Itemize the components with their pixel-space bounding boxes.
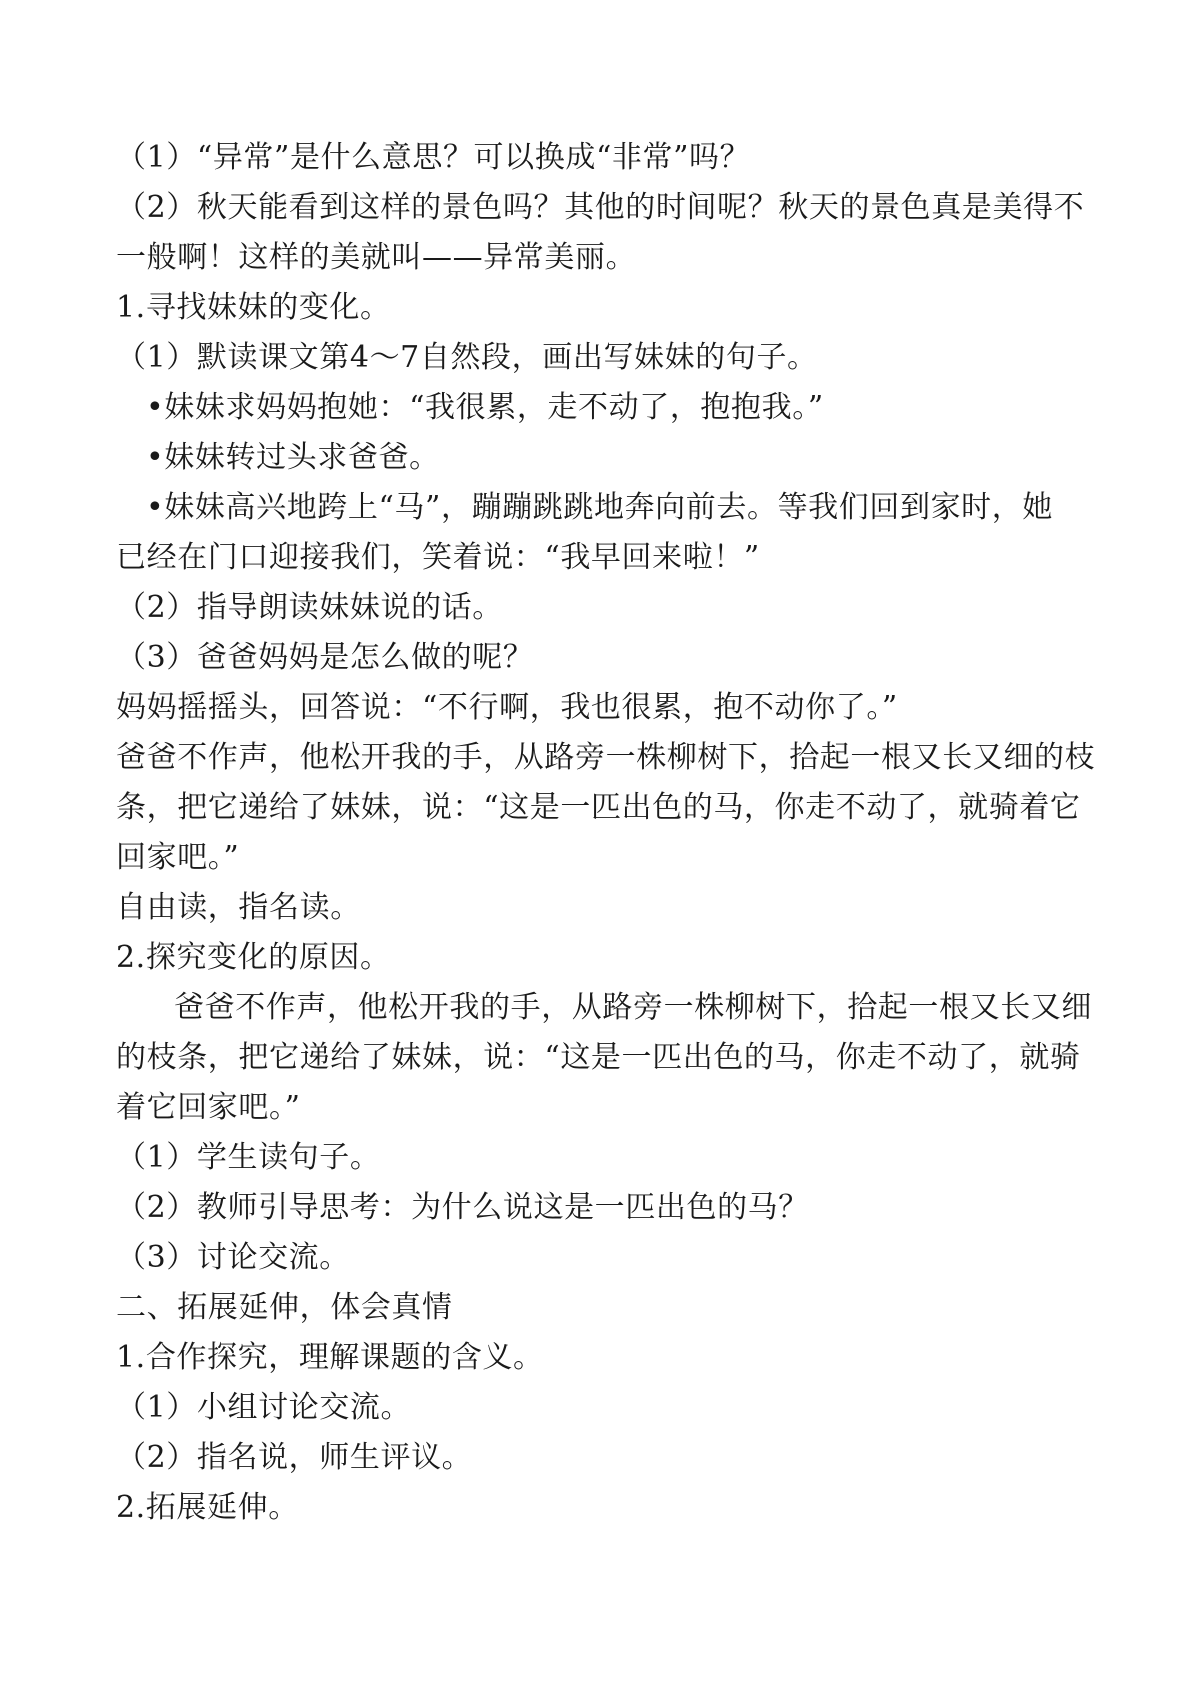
text-line: 回家吧。” [116, 840, 240, 875]
question-line: （2）秋天能看到这样的景色吗？其他的时间呢？秋天的景色真是美得不 [116, 190, 1085, 225]
bullet-item: •妹妹求妈妈抱她：“我很累，走不动了，抱抱我。” [146, 390, 824, 425]
text-line: 爸爸不作声，他松开我的手，从路旁一株柳树下，拾起一根又长又细的枝 [116, 740, 1096, 775]
question-line: （3）讨论交流。 [116, 1240, 350, 1275]
document-body [116, 133, 1096, 1533]
section-heading: 2.探究变化的原因。 [116, 940, 391, 975]
question-line: （1）小组讨论交流。 [116, 1390, 412, 1425]
question-line: （3）爸爸妈妈是怎么做的呢？ [116, 640, 534, 675]
bullet-item: •妹妹转过头求爸爸。 [146, 440, 440, 475]
quote-paragraph-line: 着它回家吧。” [116, 1090, 301, 1125]
quote-paragraph-line: 的枝条，把它递给了妹妹，说：“这是一匹出色的马，你走不动了，就骑 [116, 1040, 1081, 1075]
question-line: （1）学生读句子。 [116, 1140, 381, 1175]
question-line: （1）“异常”是什么意思？可以换成“非常”吗？ [116, 140, 751, 175]
section-heading: 2.拓展延伸。 [116, 1490, 299, 1525]
text-line: 条，把它递给了妹妹，说：“这是一匹出色的马，你走不动了，就骑着它 [116, 790, 1081, 825]
question-line: （1）默读课文第4～7自然段，画出写妹妹的句子。 [116, 340, 818, 375]
question-line: （2）指导朗读妹妹说的话。 [116, 590, 503, 625]
text-line: 一般啊！这样的美就叫——异常美丽。 [116, 240, 637, 275]
bullet-item: •妹妹高兴地跨上“马”，蹦蹦跳跳地奔向前去。等我们回到家时，她 [146, 490, 1053, 525]
section-heading: 二、拓展延伸，体会真情 [116, 1290, 453, 1325]
section-heading: 1.寻找妹妹的变化。 [116, 290, 391, 325]
text-line: 已经在门口迎接我们，笑着说：“我早回来啦！” [116, 540, 760, 575]
quote-paragraph-line: 爸爸不作声，他松开我的手，从路旁一株柳树下，拾起一根又长又细 [174, 990, 1092, 1025]
text-line: 自由读，指名读。 [116, 890, 361, 925]
question-line: （2）指名说，师生评议。 [116, 1440, 473, 1475]
question-line: （2）教师引导思考：为什么说这是一匹出色的马？ [116, 1190, 809, 1225]
text-line: 妈妈摇摇头，回答说：“不行啊，我也很累，抱不动你了。” [116, 690, 898, 725]
section-heading: 1.合作探究，理解课题的含义。 [116, 1340, 544, 1375]
